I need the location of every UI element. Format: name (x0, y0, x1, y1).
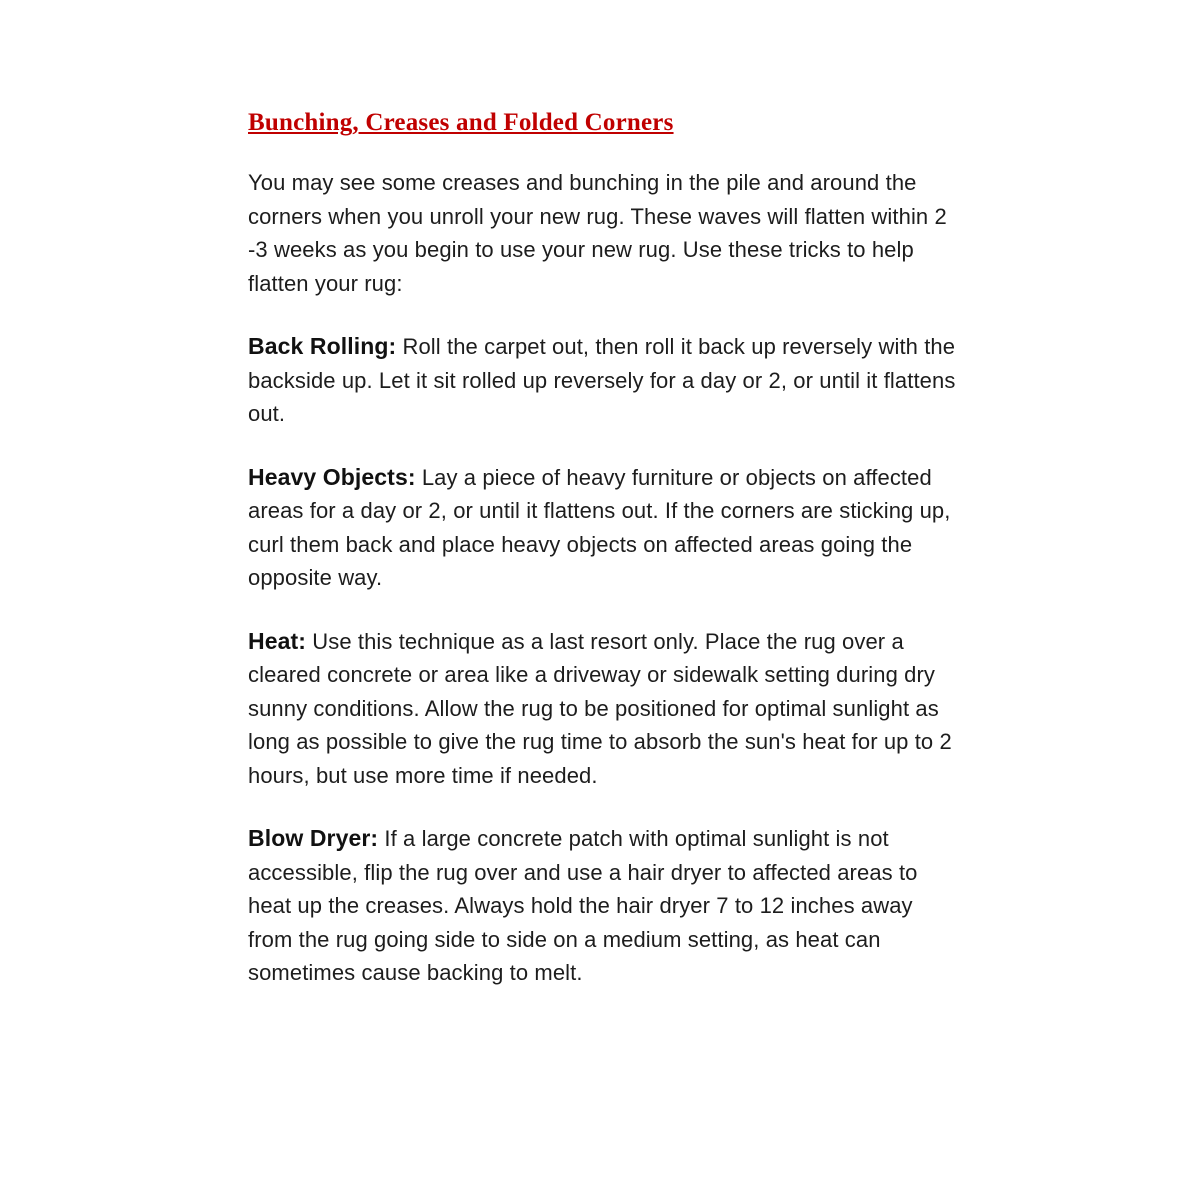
intro-paragraph: You may see some creases and bunching in the pile and around the corners when you unroll your new rug. These waves will flatten within 2 -3 weeks as you begin to use your new rug. Use these tricks to help flatten your rug: (248, 170, 947, 296)
section-heat-text: Use this technique as a last resort only. Place the rug over a cleared concrete or area like a driveway or sidewalk setting during dry sunny conditions. Allow the rug to be positioned for optimal sunlight as long as possible to give the rug time to absorb the sun's heat for up to 2 hours, but use more time if needed. (248, 628, 952, 788)
section-back-rolling-text: Roll the carpet out, then roll it back up reversely with the backside up. Let it sit rolled up reversely for a day or 2, or until it flattens out. (248, 334, 956, 426)
section-back-rolling (248, 330, 960, 431)
section-heat-label: Heat: (248, 627, 307, 654)
section-heavy-objects-label: Heavy Objects: (248, 463, 416, 490)
section-back-rolling-label: Back Rolling: (248, 333, 397, 359)
page-title: Bunching, Creases and Folded Corners (248, 109, 674, 136)
section-heat (248, 625, 960, 793)
section-blow-dryer (248, 822, 960, 990)
section-heavy-objects-text: Lay a piece of heavy furniture or objects on affected areas for a day or 2, or until it flattens out. If the corners are sticking up, curl them back and place heavy objects on affected areas going the opposite way. (248, 464, 951, 590)
document-content (248, 108, 960, 990)
section-heavy-objects (248, 461, 960, 595)
section-blow-dryer-label: Blow Dryer: (248, 825, 379, 851)
section-blow-dryer-text: If a large concrete patch with optimal sunlight is not accessible, flip the rug over and use a hair dryer to affected areas to heat up the creases. Always hold the hair dryer 7 to 12 inches away from the rug going side to side on a medium setting, as heat can sometimes cause backing to melt. (248, 826, 918, 985)
